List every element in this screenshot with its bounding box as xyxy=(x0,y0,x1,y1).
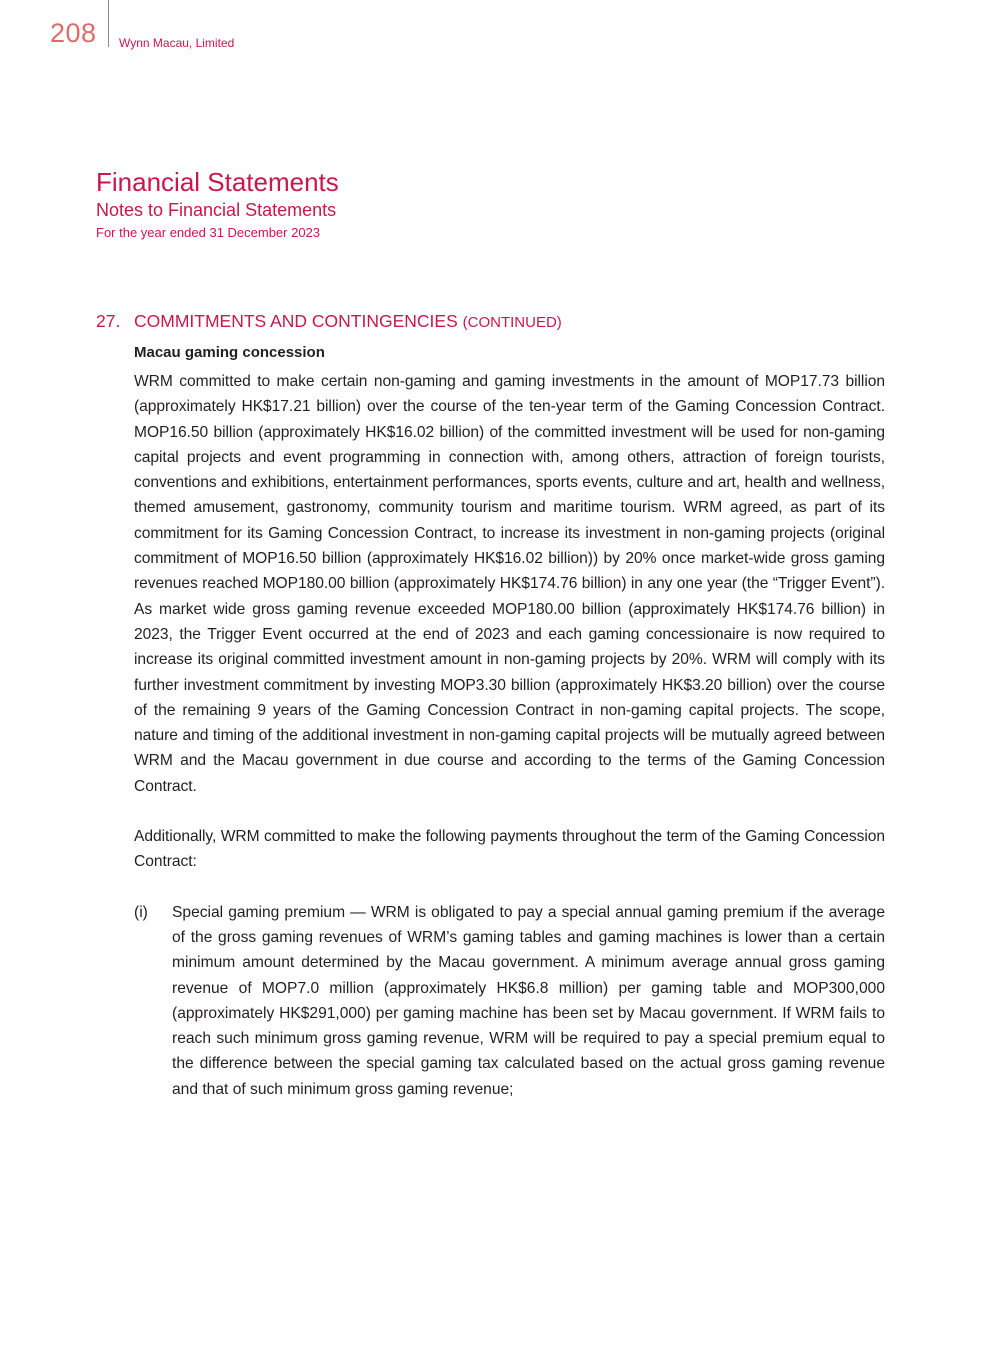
page-number: 208 xyxy=(50,18,97,48)
reporting-period: For the year ended 31 December 2023 xyxy=(96,225,321,240)
list-marker: (i) xyxy=(134,903,148,921)
list-item-text: Special gaming premium — WRM is obligated to pay a special annual gaming premium if the average of the gross gaming revenues of WRM’s gaming tables and gaming machines is lower than a certain minimum amount determined by the Macau government. A minimum average annual gross gaming revenue of MOP7.0 million (approximately HK$6.8 million) per gaming table and MOP300,000 (approximately HK$291,000) per gaming machine has been set by Macau government. If WRM fails to reach such minimum gross gaming revenue, WRM will be required to pay a special premium equal to the difference between the special gaming tax calculated based on the actual gross gaming revenue and that of such minimum gross gaming revenue; xyxy=(172,903,885,1098)
section-title: COMMITMENTS AND CONTINGENCIES xyxy=(134,311,458,331)
document-subtitle: Notes to Financial Statements xyxy=(96,200,337,220)
payments-list xyxy=(134,900,885,1102)
section-body xyxy=(134,340,885,1102)
section-heading xyxy=(96,310,562,334)
section-continued-label: (CONTINUED) xyxy=(462,314,562,331)
list-item xyxy=(134,900,885,1102)
section-number: 27. xyxy=(96,311,121,331)
subsection-heading: Macau gaming concession xyxy=(134,344,325,361)
company-name: Wynn Macau, Limited xyxy=(119,36,235,50)
paragraph: Additionally, WRM committed to make the following payments throughout the term of the Gaming Concession Contract: xyxy=(134,828,885,871)
header-divider xyxy=(108,0,109,47)
document-title: Financial Statements xyxy=(96,167,339,197)
title-block xyxy=(96,167,339,242)
paragraph: WRM committed to make certain non-gaming and gaming investments in the amount of MOP17.73 billion (approximately HK$17.21 billion) over the course of the ten-year term of the Gaming Concession Contract. MOP16.50 billion (approximately HK$16.02 billion) of the committed investment will be used for non-gaming capital projects and event programming in connection with, among others, attraction of foreign tourists, conventions and exhibitions, entertainment performances, sports events, culture and art, health and wellness, themed amusement, gastronomy, community tourism and maritime tourism. WRM agreed, as part of its commitment for its Gaming Concession Contract, to increase its investment in non-gaming projects (original commitment of MOP16.50 billion (approximately HK$16.02 billion)) by 20% once market-wide gross gaming revenues reached MOP180.00 billion (approximately HK$174.76 billion) in any one year (the “Trigger Event”). As market wide gross gaming revenue exceeded MOP180.00 billion (approximately HK$174.76 billion) in 2023, the Trigger Event occurred at the end of 2023 and each gaming concessionaire is now required to increase its original committed investment amount in non-gaming projects by 20%. WRM will comply with its further investment commitment by investing MOP3.30 billion (approximately HK$3.20 billion) over the course of the remaining 9 years of the Gaming Concession Contract in non-gaming capital projects. The scope, nature and timing of the additional investment in non-gaming capital projects will be mutually agreed between WRM and the Macau government in due course and according to the terms of the Gaming Concession Contract. xyxy=(134,373,885,795)
